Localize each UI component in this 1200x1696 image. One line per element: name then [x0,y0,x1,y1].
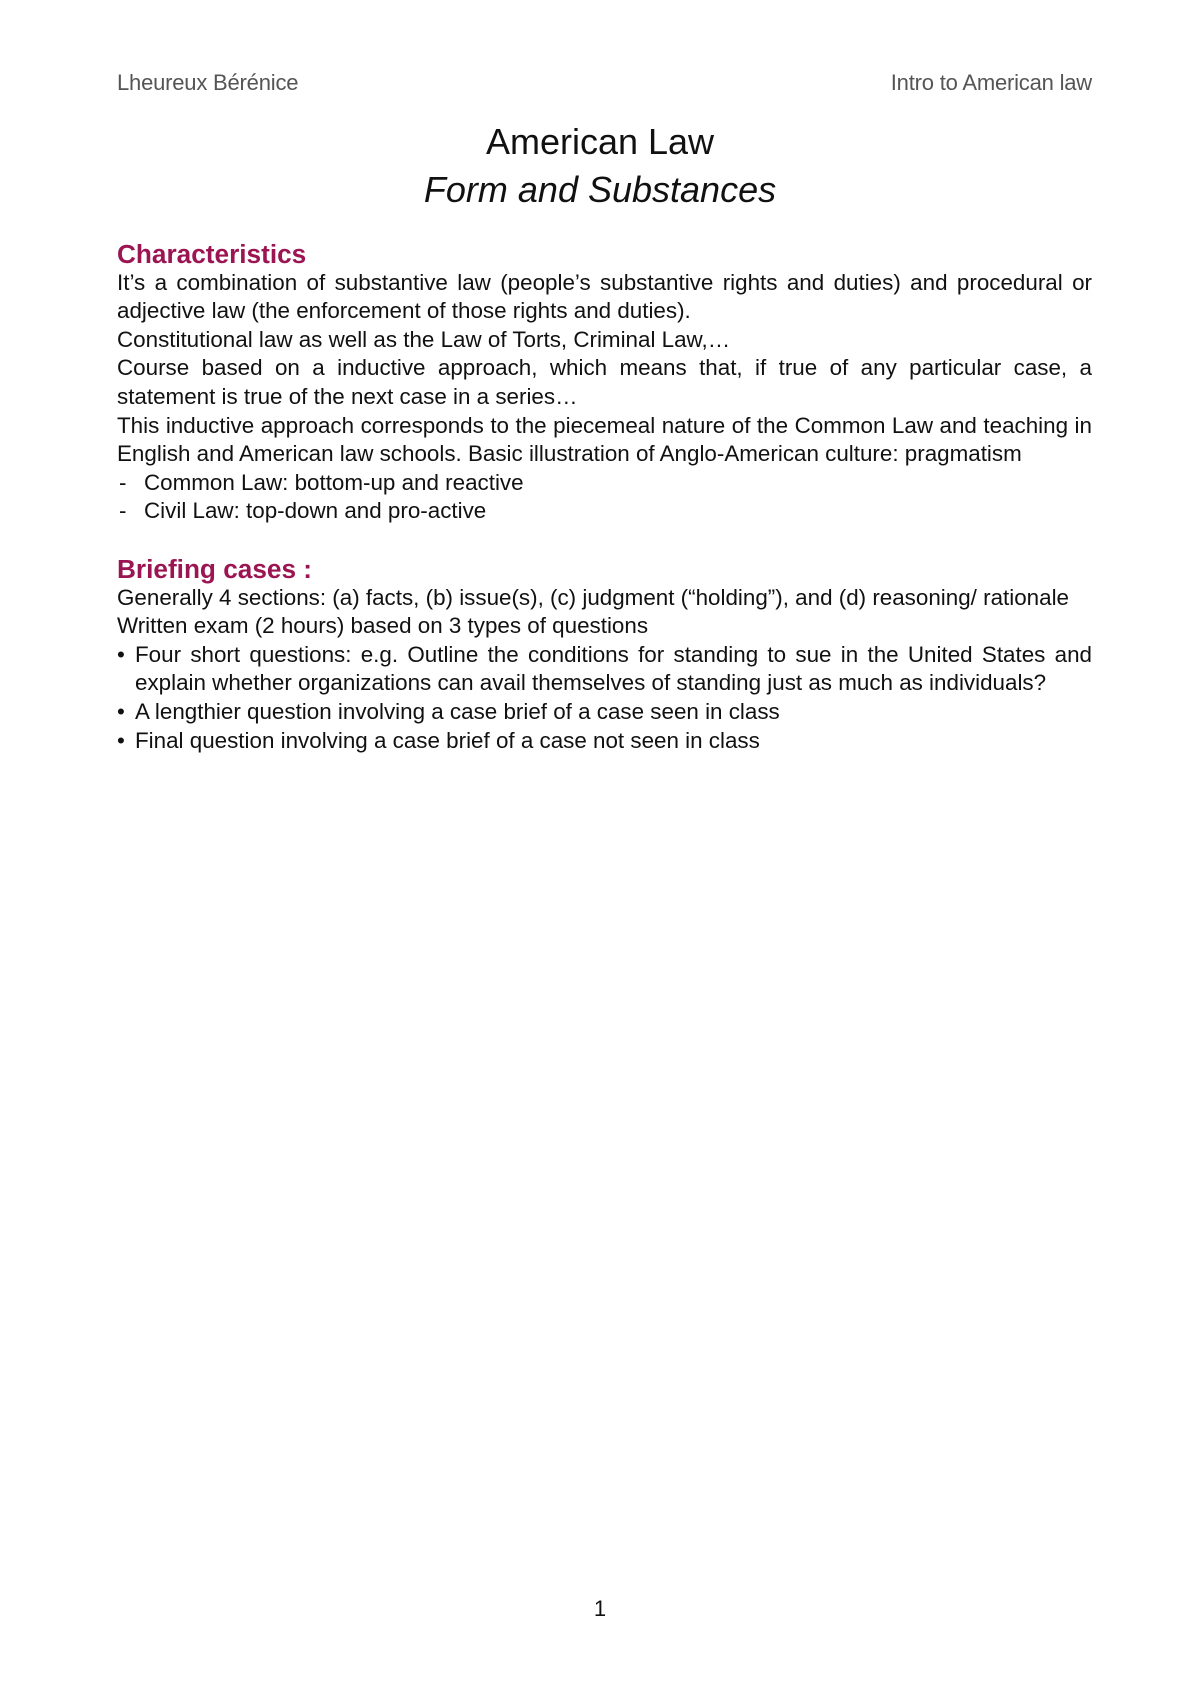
section-heading-characteristics: Characteristics [117,239,307,269]
paragraph: Course based on a inductive approach, which means that, if true of any particular case, a statement is true of the next case in a series… [117,355,1092,409]
document-subtitle: Form and Substances [423,169,777,210]
section-heading-briefing: Briefing cases : [117,553,313,584]
paragraph: Constitutional law as well as the Law of Torts, Criminal Law,… [117,326,731,352]
list-item-text: Common Law: bottom-up and reactive [144,469,524,495]
dash-list [117,469,1092,526]
section-spacer [117,526,1092,555]
list-item-text: Civil Law: top-down and pro-active [144,498,487,524]
dash-marker: - [119,498,127,524]
document-title: American Law [485,121,715,162]
bullet-marker: • [117,727,125,753]
section-briefing-cases [117,555,1092,755]
paragraph: It’s a combination of substantive law (people’s substantive rights and duties) and procedural or adjective law (the enforcement of those rights and duties). [117,269,1092,324]
list-item-text: Final question involving a case brief of a case not seen in class [135,727,760,753]
paragraph: Generally 4 sections: (a) facts, (b) issue(s), (c) judgment (“holding”), and (d) reasoning/ rationale [117,584,1069,610]
paragraph: This inductive approach corresponds to the piecemeal nature of the Common Law and teaching in English and American law schools. Basic illustration of Anglo-American culture: pragmatism [117,412,1092,467]
list-item [117,727,1092,756]
running-header [117,70,1092,96]
list-item [117,698,1092,727]
paragraph: Written exam (2 hours) based on 3 types of questions [117,613,649,639]
list-item-text: Four short questions: e.g. Outline the conditions for standing to sue in the United States and explain whether organizations can avail themselves of standing just as much as individuals? [135,641,1092,696]
page-number: 1 [593,1596,607,1621]
list-item [117,641,1092,698]
section-characteristics [117,240,1092,526]
bullet-list [117,641,1092,755]
document-body [117,240,1092,755]
course-name: Intro to American law [890,70,1092,95]
author-name: Lheureux Bérénice [117,70,299,95]
dash-marker: - [119,469,127,495]
list-item-text: A lengthier question involving a case brief of a case seen in class [135,698,780,724]
list-item [117,469,1092,498]
bullet-marker: • [117,641,125,667]
bullet-marker: • [117,698,125,724]
title-block [0,118,1200,214]
list-item [117,497,1092,526]
